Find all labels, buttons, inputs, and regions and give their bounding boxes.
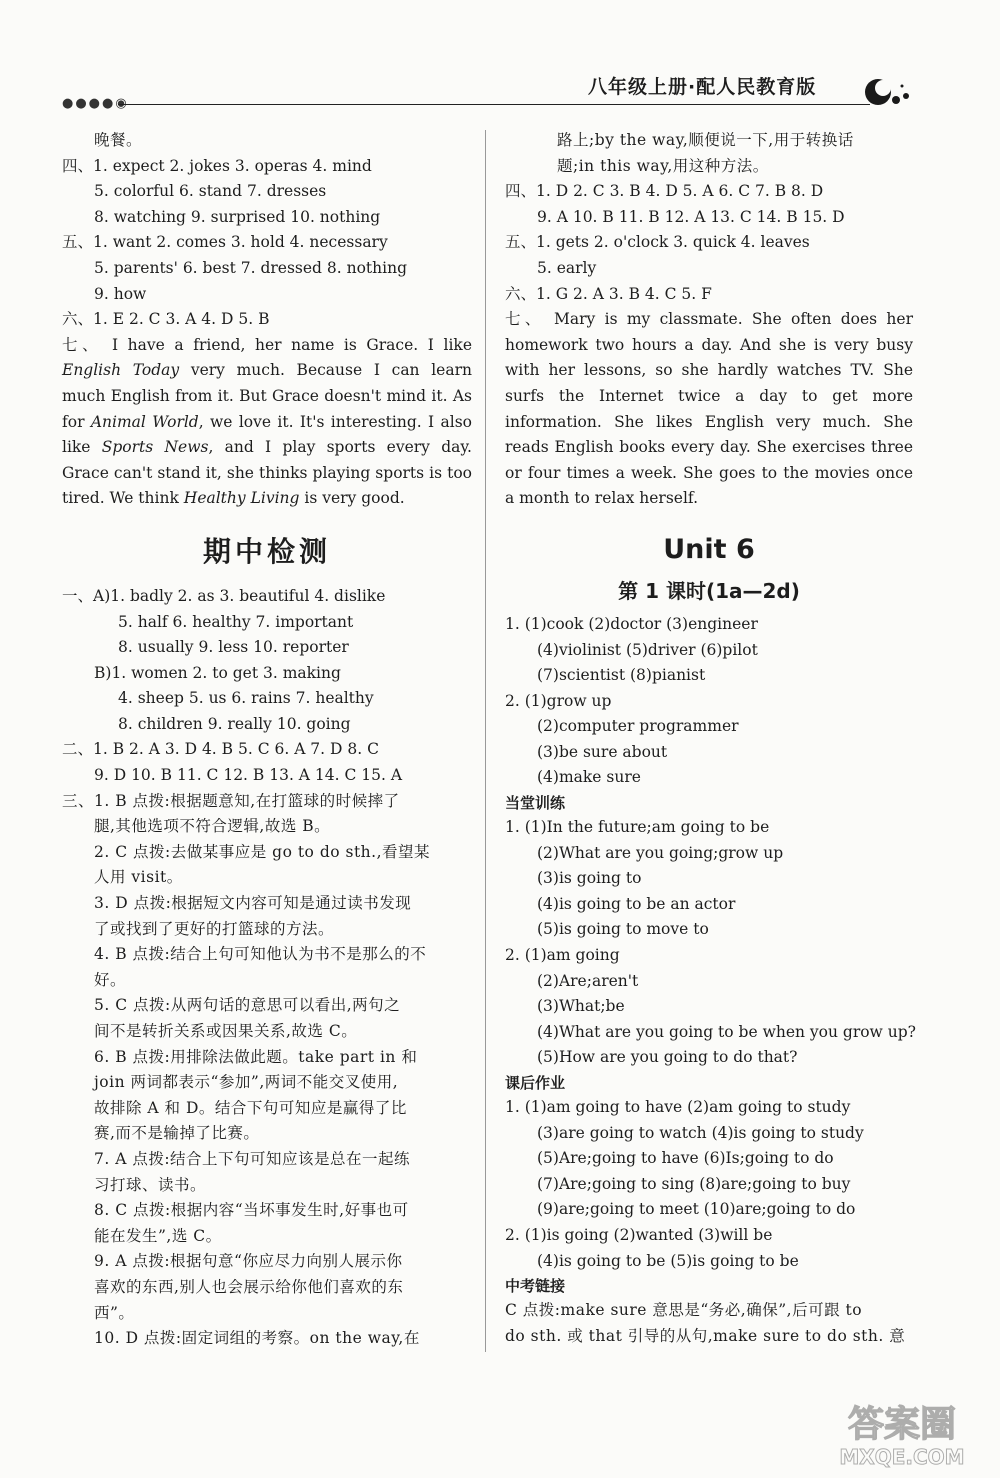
answer-line: (3)is going to <box>537 869 642 888</box>
note-line: 9. A 点拨:根据句意“你应尽力向别人展示你 <box>94 1252 403 1271</box>
page-header <box>0 0 1000 110</box>
answer-line: (5)is going to move to <box>537 920 709 939</box>
answer-line: 二、1. B 2. A 3. D 4. B 5. C 6. A 7. D 8. C <box>62 740 379 759</box>
header-title: 八年级上册·配人民教育版 <box>588 76 817 98</box>
answer-line: 六、1. G 2. A 3. B 4. C 5. F <box>505 284 712 303</box>
answer-line: 8. watching 9. surprised 10. nothing <box>94 207 381 226</box>
answer-line: 六、1. E 2. C 3. A 4. D 5. B <box>62 310 270 329</box>
answer-line: (2)What are you going;grow up <box>537 843 784 862</box>
answer-line: (4)make sure <box>537 768 641 787</box>
answer-line: 5. colorful 6. stand 7. dresses <box>94 182 327 201</box>
lesson-title: 第 1 课时(1a—2d) <box>618 578 800 603</box>
answer-line: 8. children 9. really 10. going <box>118 714 351 733</box>
note-line: 路上;by the way,顺便说一下,用于转换话 <box>557 131 854 149</box>
answer-line: (5)Are;going to have (6)Is;going to do <box>537 1149 834 1168</box>
column-divider <box>485 130 486 1352</box>
answer-line: 5. half 6. healthy 7. important <box>118 612 354 631</box>
note-line: join 两词都表示“参加”,两词不能交叉使用, <box>94 1073 399 1092</box>
note-line: 习打球、读书。 <box>94 1175 207 1194</box>
midterm-title: 期中检测 <box>202 534 331 568</box>
header-rule <box>118 104 870 105</box>
left-column <box>62 128 472 1352</box>
note-line: 三、1. B 点拨:根据题意知,在打篮球的时候摔了 <box>62 791 400 810</box>
section-heading: 中考链接 <box>505 1277 566 1296</box>
answer-line: 4. sheep 5. us 6. rains 7. healthy <box>118 689 374 708</box>
note-line: 好。 <box>94 970 127 989</box>
answer-line: B)1. women 2. to get 3. making <box>94 663 341 682</box>
answer-line: (4)is going to be an actor <box>537 894 736 913</box>
note-line: 题;in this way,用这种方法。 <box>557 156 769 175</box>
answer-line: 1. (1)In the future;am going to be <box>505 818 770 837</box>
answer-line: 9. D 10. B 11. C 12. B 13. A 14. C 15. A <box>94 766 403 785</box>
note-line: 间不是转折关系或因果关系,故选 C。 <box>94 1022 358 1040</box>
answer-line: (2)computer programmer <box>537 717 739 736</box>
answer-line: 2. (1)am going <box>505 946 620 965</box>
note-line: C 点拨:make sure 意思是“务必,确保”,后可跟 to <box>505 1301 863 1320</box>
note-line: 了或找到了更好的打篮球的方法。 <box>94 919 335 938</box>
essay-paragraph: 七、 Mary is my classmate. She often does her homework two hours a day. And she is very busy with her lessons, so she hardly watches TV. She surfs the Internet twice a day to get more information. She likes English very much. She reads English books every day. She exercises three or four times a week. She goes to the movies once a month to relax herself. <box>505 310 913 508</box>
right-column <box>505 128 916 1349</box>
answer-line: (4)What are you going to be when you grow up? <box>537 1022 916 1041</box>
answer-line: 2. (1)grow up <box>505 691 612 710</box>
essay-paragraph: 七、 I have a friend, her name is Grace. I like English Today very much. Because I can learn much English from it. But Grace doesn't mind it. As for Animal World, we love it. It's interesting. I also like Sports News, and I play sports every day. Grace can't stand it, she thinks playing sports is too tired. We think Healthy Living is very good. <box>62 335 472 508</box>
unit-title: Unit 6 <box>663 533 755 565</box>
answer-line: 四、1. expect 2. jokes 3. operas 4. mind <box>62 156 372 175</box>
answer-line: 9. A 10. B 11. B 12. A 13. C 14. B 15. D <box>537 207 845 226</box>
note-line: 能在发生”,选 C。 <box>94 1226 222 1245</box>
answer-line: (5)How are you going to do that? <box>537 1048 798 1067</box>
watermark-text: 答案圈 <box>847 1404 957 1445</box>
answer-line: 5. parents' 6. best 7. dressed 8. nothing <box>94 258 407 277</box>
note-line: 5. C 点拨:从两句话的意思可以看出,两句之 <box>94 996 401 1015</box>
answer-line: (4)is going to be (5)is going to be <box>537 1251 799 1270</box>
answer-line: 晚餐。 <box>94 131 143 149</box>
answer-line: (7)scientist (8)pianist <box>537 666 706 685</box>
answer-line: (3)What;be <box>537 997 625 1016</box>
note-line: 腿,其他选项不符合逻辑,故选 B。 <box>94 817 331 836</box>
answer-line: 9. how <box>94 284 147 303</box>
answer-line: (7)Are;going to sing (8)are;going to buy <box>537 1174 851 1193</box>
answer-line: (3)be sure about <box>537 742 668 761</box>
section-heading: 当堂训练 <box>505 794 566 813</box>
note-line: 7. A 点拨:结合上下句可知应该是总在一起练 <box>94 1149 411 1168</box>
answer-line: 1. (1)am going to have (2)am going to study <box>505 1098 851 1116</box>
answer-line: 四、1. D 2. C 3. B 4. D 5. A 6. C 7. B 8. D <box>505 182 824 201</box>
note-line: 2. C 点拨:去做某事应是 go to do sth.,看望某 <box>94 842 431 861</box>
watermark-url: MXQE.COM <box>839 1445 965 1469</box>
answer-line: 8. usually 9. less 10. reporter <box>118 638 349 657</box>
answer-line: (9)are;going to meet (10)are;going to do <box>537 1200 856 1219</box>
answer-line: 一、A)1. badly 2. as 3. beautiful 4. dislike <box>62 586 386 605</box>
note-line: 赛,而不是输掉了比赛。 <box>94 1124 260 1143</box>
note-line: 人用 visit。 <box>94 868 183 887</box>
note-line: 6. B 点拨:用排除法做此题。take part in 和 <box>94 1047 418 1066</box>
note-line: 8. C 点拨:根据内容“当坏事发生时,好事也可 <box>94 1201 409 1220</box>
answer-line: 五、1. want 2. comes 3. hold 4. necessary <box>62 233 388 252</box>
answer-line: 5. early <box>537 258 597 277</box>
answer-line: 2. (1)is going (2)wanted (3)will be <box>505 1225 773 1244</box>
note-line: 喜欢的东西,别人也会展示给你他们喜欢的东 <box>94 1277 404 1296</box>
note-line: 西”。 <box>94 1303 135 1322</box>
watermark-logo <box>812 1390 992 1470</box>
header-logo-icon <box>862 70 912 110</box>
note-line: do sth. 或 that 引导的从句,make sure to do sth. 意 <box>505 1326 906 1345</box>
note-line: 故排除 A 和 D。结合下句可知应是赢得了比 <box>94 1098 407 1117</box>
note-line: 4. B 点拨:结合上句可知他认为书不是那么的不 <box>94 945 427 964</box>
section-heading: 课后作业 <box>505 1074 566 1092</box>
answer-line: (2)Are;aren't <box>537 971 639 990</box>
header-dots: ●●●●◉ <box>62 96 129 111</box>
answer-line: 1. (1)cook (2)doctor (3)engineer <box>505 614 758 633</box>
note-line: 10. D 点拨:固定词组的考察。on the way,在 <box>94 1329 420 1348</box>
note-line: 3. D 点拨:根据短文内容可知是通过读书发现 <box>94 894 412 913</box>
answer-line: (4)violinist (5)driver (6)pilot <box>537 640 758 659</box>
answer-line: (3)are going to watch (4)is going to study <box>537 1123 864 1142</box>
answer-line: 五、1. gets 2. o'clock 3. quick 4. leaves <box>505 233 810 252</box>
